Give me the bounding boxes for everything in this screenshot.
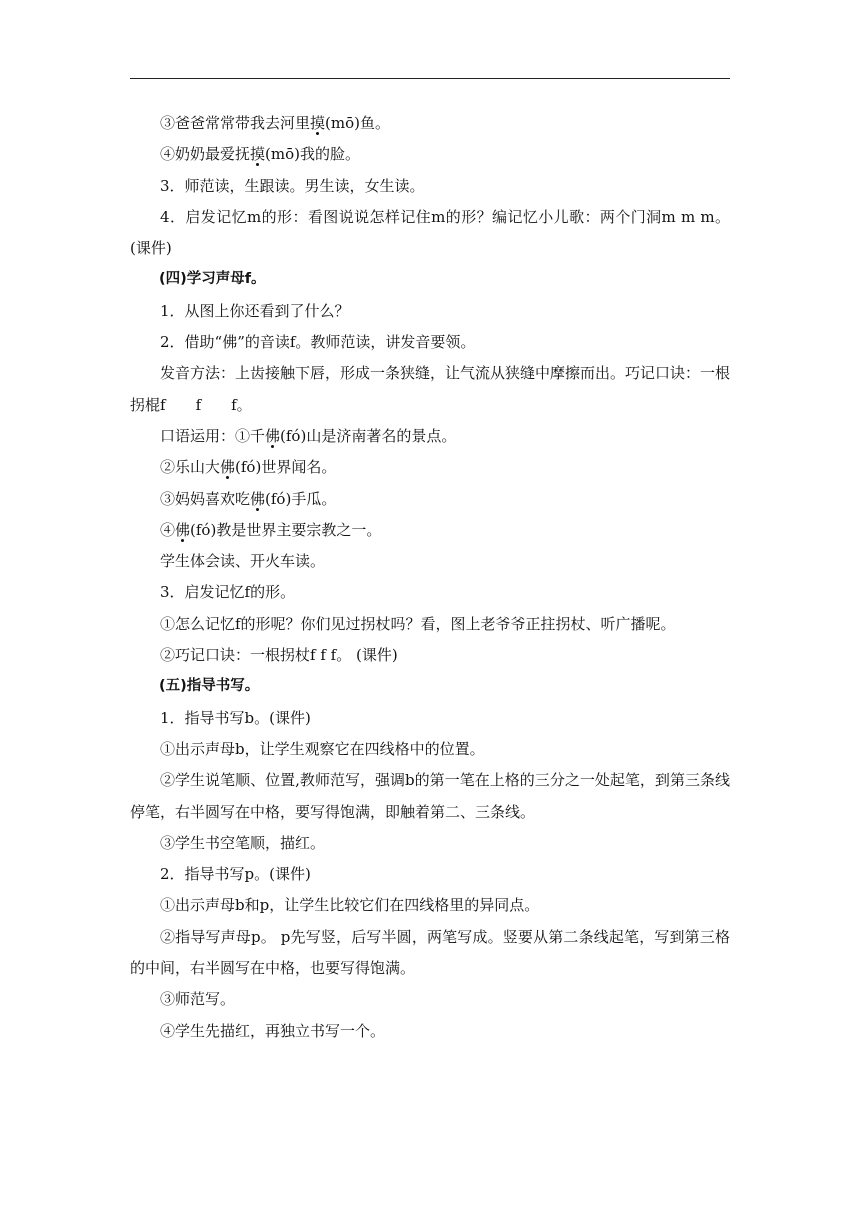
section-heading: (五)指导书写。 (159, 678, 260, 695)
paragraph: 2．借助“佛”的音读f。教师范读，讲发音要领。 (160, 333, 476, 352)
paragraph: 3．启发记忆f的形。 (160, 583, 296, 602)
emphasis-char: 佛 (250, 489, 266, 508)
section-heading: (四)学习声母f。 (159, 271, 266, 288)
emphasis-char: 佛 (265, 426, 281, 445)
emphasis-char: 摸 (310, 114, 326, 132)
paragraph: 3．师范读，生跟读。男生读，女生读。 (160, 176, 425, 195)
paragraph: ①怎么记忆f的形呢？你们见过拐杖吗？看，图上老爷爷正拄拐杖、听广播呢。 (160, 614, 676, 633)
paragraph: ①出示声母b，让学生观察它在四线格中的位置。 (160, 739, 485, 758)
paragraph: ③妈妈喜欢吃佛(fó)手瓜。 (160, 489, 337, 508)
paragraph: 学生体会读、开火车读。 (160, 552, 326, 571)
paragraph: ②乐山大佛(fó)世界闻名。 (160, 458, 337, 477)
header-rule (130, 78, 730, 79)
paragraph: ②学生说笔顺、位置,教师范写，强调b的第一笔在上格的三分之一处起笔，到第三条线停笔，右半圆写在中格，要写得饱满，即触着第二、三条线。 (130, 771, 730, 821)
paragraph: ②巧记口诀：一根拐杖f f f。 (课件) (160, 646, 398, 665)
paragraph: ④学生先描红，再独立书写一个。 (160, 1021, 386, 1040)
paragraph: ①出示声母b和p，让学生比较它们在四线格里的异同点。 (160, 896, 540, 915)
paragraph: ④佛(fó)教是世界主要宗教之一。 (160, 520, 382, 539)
paragraph: 4．启发记忆m的形：看图说说怎样记住m的形？编记忆小儿歌：两个门洞m m m。(课件) (130, 207, 730, 258)
emphasis-char: 佛 (175, 520, 191, 539)
document-body (130, 108, 730, 1047)
emphasis-char: 摸 (250, 145, 266, 164)
paragraph: ③学生书空笔顺，描红。 (160, 833, 326, 852)
paragraph: 1．从图上你还看到了什么？ (160, 301, 350, 320)
paragraph: 2．指导书写p。(课件) (160, 865, 311, 884)
paragraph: 发音方法：上齿接触下唇，形成一条狭缝，让气流从狭缝中摩擦而出。巧记口诀：一根拐棍f f f。 (130, 364, 731, 414)
paragraph: ③师范写。 (160, 990, 236, 1009)
paragraph: ③爸爸常常带我去河里摸(mō)鱼。 (160, 114, 390, 132)
emphasis-char: 佛 (220, 458, 236, 477)
paragraph: ④奶奶最爱抚摸(mō)我的脸。 (160, 145, 360, 164)
paragraph: 1．指导书写b。(课件) (160, 708, 311, 727)
paragraph: 口语运用：①千佛(fó)山是济南著名的景点。 (160, 426, 457, 445)
paragraph: ②指导写声母p。 p先写竖，后写半圆，两笔写成。竖要从第二条线起笔，写到第三格的中间，右半圆写在中格，也要写得饱满。 (130, 927, 730, 978)
